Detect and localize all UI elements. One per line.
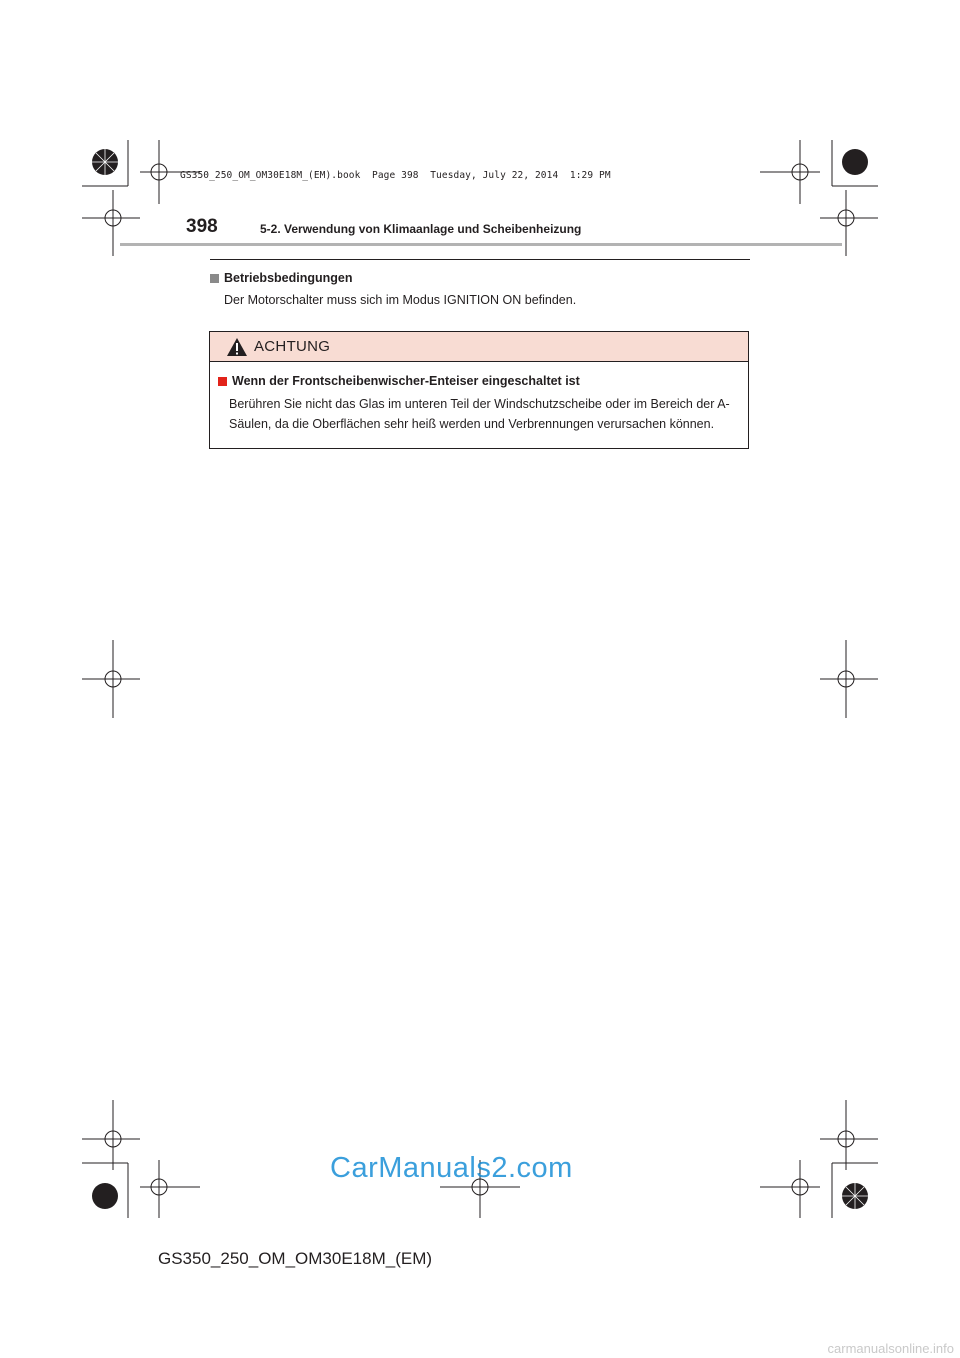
bottom-watermark: carmanualsonline.info <box>827 1341 954 1356</box>
sub-body-text: Der Motorschalter muss sich im Modus IGNITION ON befinden. <box>224 293 577 307</box>
starburst-mark-icon <box>92 149 118 175</box>
warning-header <box>210 332 748 362</box>
warning-triangle-icon <box>226 337 248 357</box>
crosshair-target-icon <box>82 1100 140 1170</box>
crosshair-target-icon <box>760 140 820 204</box>
crosshair-target-icon <box>760 1160 820 1218</box>
crosshair-target-icon <box>820 1100 878 1170</box>
crosshair-target-icon <box>140 1160 200 1218</box>
dark-circle-mark-icon <box>92 1183 118 1209</box>
sub-heading <box>210 271 352 285</box>
warning-box <box>209 331 749 449</box>
warning-text: Berühren Sie nicht das Glas im unteren Teil der Windschutzscheibe oder im Bereich der A-Säulen, da die Oberflächen sehr heiß werden und Verbrennungen verursachen können. <box>229 397 730 431</box>
red-square-bullet-icon <box>218 377 227 386</box>
crosshair-target-icon <box>820 640 878 718</box>
header-rule <box>120 243 842 246</box>
sub-heading-text: Betriebsbedingungen <box>224 271 353 285</box>
crosshair-target-icon <box>82 190 140 256</box>
warning-title: ACHTUNG <box>254 338 331 355</box>
square-bullet-icon <box>210 274 219 283</box>
book-file-info: GS350_250_OM_OM30E18M_(EM).book Page 398 Tuesday, July 22, 2014 1:29 PM <box>180 170 611 181</box>
crosshair-target-icon <box>82 640 140 718</box>
site-watermark: CarManuals2.com <box>330 1152 573 1184</box>
warning-heading <box>218 374 738 388</box>
manual-code: GS350_250_OM_OM30E18M_(EM) <box>158 1249 433 1268</box>
content-rule <box>210 259 750 260</box>
starburst-mark-icon <box>842 1183 868 1209</box>
warning-heading-text: Wenn der Frontscheibenwischer-Enteiser eingeschaltet ist <box>232 374 580 388</box>
page-number: 398 <box>186 216 218 237</box>
warning-body <box>210 362 748 434</box>
section-title: 5-2. Verwendung von Klimaanlage und Scheibenheizung <box>260 222 582 236</box>
dark-circle-mark-icon <box>842 149 868 175</box>
crosshair-target-icon <box>820 190 878 256</box>
